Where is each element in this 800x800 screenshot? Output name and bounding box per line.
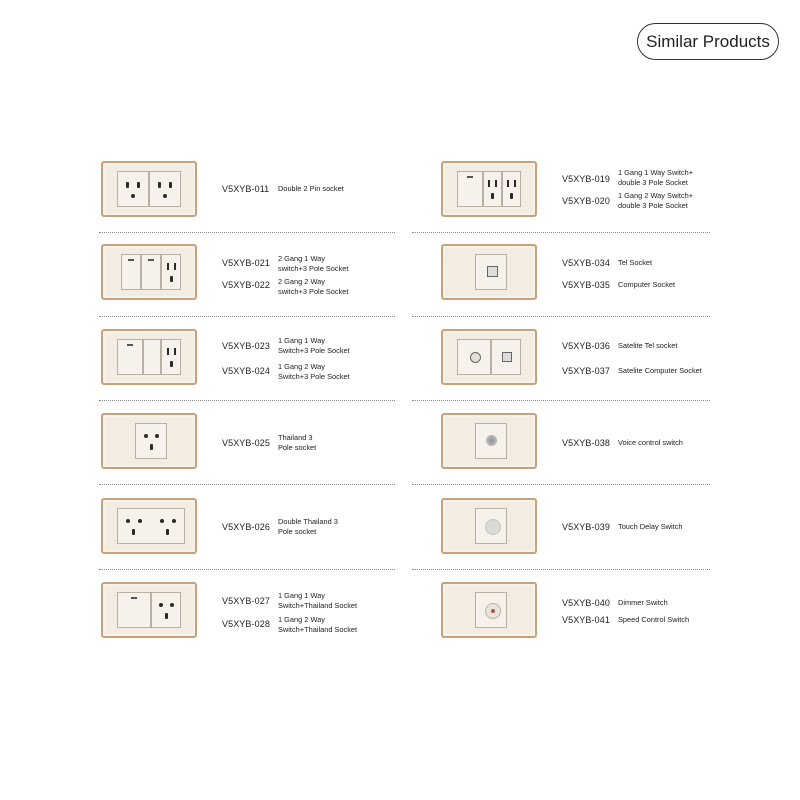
row-separator — [99, 569, 395, 570]
product-description: 1 Gang 1 Way Switch+Thailand Socket — [278, 591, 358, 610]
product-image-thailand-3pole — [101, 413, 197, 469]
product-image-1gang-switch-3pole — [101, 329, 197, 385]
product-description: Double 2 Pin socket — [278, 184, 344, 193]
product-image-touch-delay — [441, 498, 537, 554]
product-code: V5XYB-011 — [222, 184, 270, 194]
product-description: Voice control switch — [618, 438, 683, 447]
product-description: 1 Gang 1 Way Switch+3 Pole Socket — [278, 336, 350, 355]
row-separator — [99, 232, 395, 233]
product-description: Tel Socket — [618, 258, 653, 267]
socket-module — [483, 171, 502, 207]
product-code: V5XYB-019 — [562, 174, 610, 184]
product-description: Dimmer Switch — [618, 598, 668, 607]
product-code: V5XYB-041 — [562, 615, 610, 625]
product-image-satellite-tel — [441, 329, 537, 385]
socket-module — [161, 339, 181, 375]
product-code: V5XYB-036 — [562, 341, 610, 351]
socket-module — [117, 171, 149, 207]
product-description: 1 Gang 2 Way Switch+3 Pole Socket — [278, 362, 350, 381]
row-separator — [412, 316, 710, 317]
switch-module — [141, 254, 161, 290]
product-description: 1 Gang 2 Way Switch+ double 3 Pole Socket — [618, 191, 694, 210]
product-code: V5XYB-021 — [222, 258, 270, 268]
product-image-dimmer — [441, 582, 537, 638]
row-separator — [412, 484, 710, 485]
product-code: V5XYB-026 — [222, 522, 270, 532]
satellite-module — [457, 339, 491, 375]
product-code: V5XYB-020 — [562, 196, 610, 206]
touch-pad-icon — [485, 519, 501, 535]
row-separator — [412, 569, 710, 570]
row-separator — [412, 232, 710, 233]
similar-products-button[interactable]: Similar Products — [637, 23, 779, 60]
product-code: V5XYB-022 — [222, 280, 270, 290]
sensor-module — [475, 423, 507, 459]
product-description: Touch Delay Switch — [618, 522, 683, 531]
product-description: Satelite Tel socket — [618, 341, 678, 350]
socket-module — [117, 508, 185, 544]
product-code: V5XYB-035 — [562, 280, 610, 290]
row-separator — [99, 316, 395, 317]
product-image-double-2pin — [101, 161, 197, 217]
product-image-switch-double-3pole — [441, 161, 537, 217]
row-separator — [99, 484, 395, 485]
product-description: 1 Gang 2 Way Switch+Thailand Socket — [278, 615, 358, 634]
switch-module — [117, 339, 143, 375]
product-image-double-thailand — [101, 498, 197, 554]
product-code: V5XYB-037 — [562, 366, 610, 376]
product-image-voice-control — [441, 413, 537, 469]
socket-module — [502, 171, 521, 207]
product-code: V5XYB-038 — [562, 438, 610, 448]
socket-module — [135, 423, 167, 459]
product-code: V5XYB-027 — [222, 596, 270, 606]
switch-module — [457, 171, 483, 207]
blank-module — [143, 339, 161, 375]
product-image-switch-thailand — [101, 582, 197, 638]
product-description: Thailand 3 Pole socket — [278, 433, 317, 452]
product-description: Speed Control Switch — [618, 615, 690, 624]
product-description: 2 Gang 2 Way switch+3 Pole Socket — [278, 277, 349, 296]
socket-module — [491, 339, 521, 375]
product-code: V5XYB-039 — [562, 522, 610, 532]
product-description: Computer Socket — [618, 280, 676, 289]
product-code: V5XYB-028 — [222, 619, 270, 629]
product-code: V5XYB-025 — [222, 438, 270, 448]
rj-port-icon — [502, 352, 512, 362]
rj-port-icon — [487, 266, 498, 277]
touch-module — [475, 508, 507, 544]
switch-module — [117, 592, 151, 628]
dimmer-knob-icon — [485, 603, 501, 619]
coax-port-icon — [470, 352, 481, 363]
socket-module — [149, 171, 181, 207]
socket-module — [475, 254, 507, 290]
product-description: 1 Gang 1 Way Switch+ double 3 Pole Socket — [618, 168, 694, 187]
product-code: V5XYB-024 — [222, 366, 270, 376]
row-separator — [99, 400, 395, 401]
switch-module — [121, 254, 141, 290]
product-image-2gang-switch-3pole — [101, 244, 197, 300]
product-description: 2 Gang 1 Way switch+3 Pole Socket — [278, 254, 349, 273]
product-code: V5XYB-023 — [222, 341, 270, 351]
dimmer-module — [475, 592, 507, 628]
socket-module — [161, 254, 181, 290]
product-description: Double Thailand 3 Pole socket — [278, 517, 338, 536]
product-image-tel-socket — [441, 244, 537, 300]
socket-module — [151, 592, 181, 628]
product-code: V5XYB-040 — [562, 598, 610, 608]
product-description: Satelite Computer Socket — [618, 366, 702, 375]
row-separator — [412, 400, 710, 401]
product-code: V5XYB-034 — [562, 258, 610, 268]
microphone-icon — [486, 435, 497, 446]
